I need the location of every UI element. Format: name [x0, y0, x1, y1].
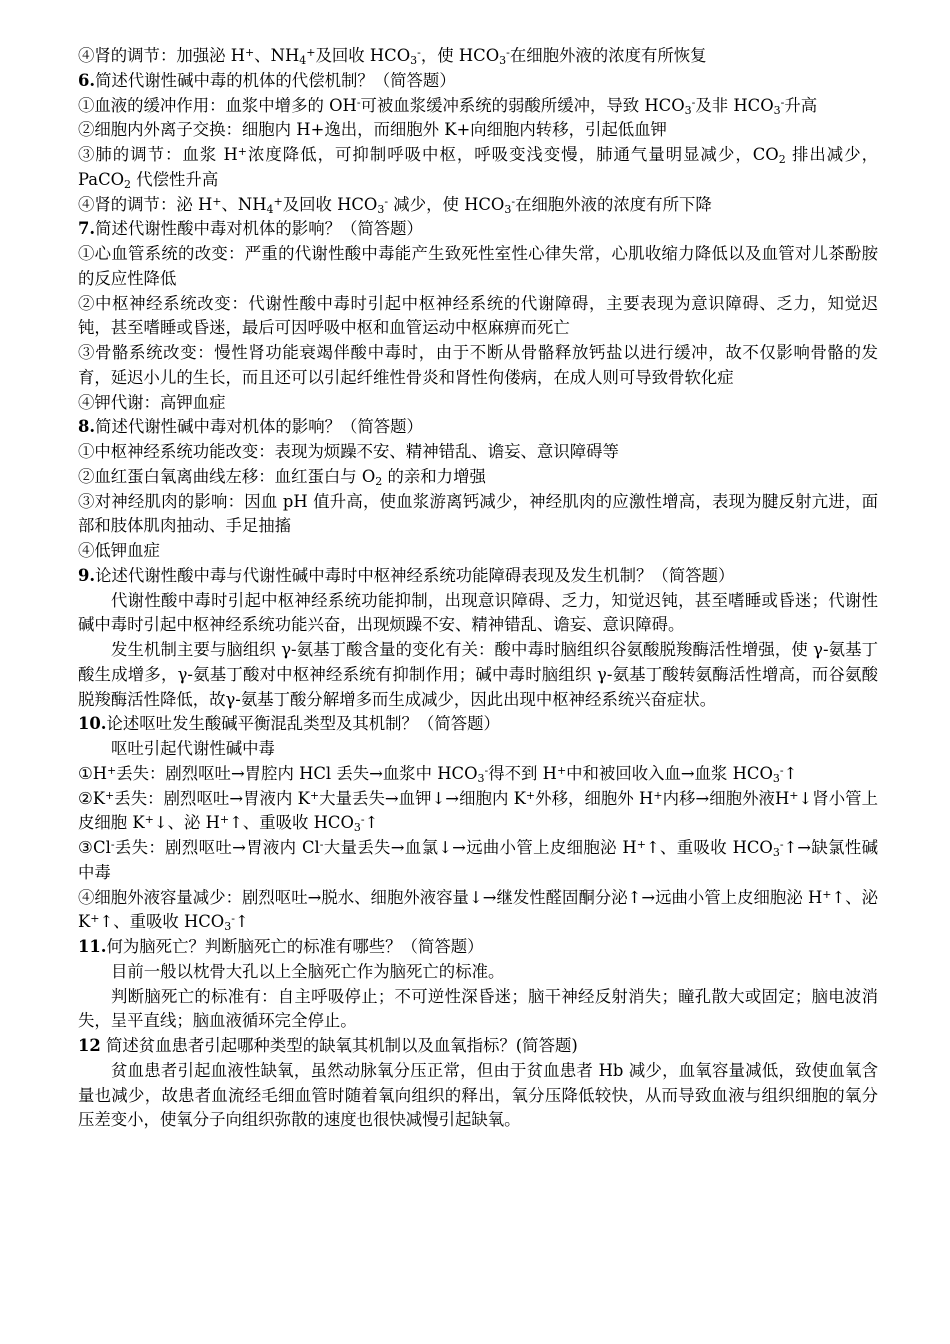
- question-number: 6.: [78, 70, 96, 90]
- document-page: [78, 44, 878, 1133]
- answer-paragraph: 发生机制主要与脑组织 γ-氨基丁酸含量的变化有关：酸中毒时脑组织谷氨酸脱羧酶活性增强，使 γ-氨基丁酸生成增多，γ-氨基丁酸对中枢神经系统有抑制作用；碱中毒时脑组织 γ-氨基丁酸转氨酶活性增高，而谷氨酸脱羧酶活性降低，故γ-氨基丁酸分解增多而生成减少，因此出现中枢神经系统兴奋症状。: [78, 640, 878, 709]
- question-number: 12: [78, 1036, 101, 1055]
- question-number: 11.: [78, 937, 107, 956]
- answer-paragraph: 贫血患者引起血液性缺氧，虽然动脉氧分压正常，但由于贫血患者 Hb 减少，血氧容量减低，致使血氧含量也减少，故患者血流经毛细血管时随着氧向组织的释出，氧分压降低较快，从而导致血液与组织细胞的氧分压差变小，使氧分子向组织弥散的速度也很快减慢引起缺氧。: [78, 1060, 878, 1130]
- answer-line: ④低钾血症: [78, 541, 160, 560]
- answer-line: ③肺的调节：血浆 H+浓度降低，可抑制呼吸中枢，呼吸变浅变慢，肺通气量明显减少，$CO_2$ 排出减少，PaCO$_2$ 代偿性升高: [78, 145, 878, 191]
- answer-paragraph: 判断脑死亡的标准有：自主呼吸停止；不可逆性深昏迷；脑干神经反射消失；瞳孔散大或固定；脑电波消失，呈平直线；脑血液循环完全停止。: [78, 986, 878, 1031]
- answer-line: ②K+丢失：剧烈呕吐→胃液内 K+大量丢失→血钾↓→细胞内 K+外移，细胞外 H+内移→细胞外液H+↓肾小管上皮细胞 K+↓、泌 H+↑、重吸收 $HCO_3^-↑$: [78, 788, 878, 835]
- question-text: 简述贫血患者引起哪种类型的缺氧其机制以及血氧指标？(简答题): [100, 1036, 578, 1055]
- question-text: 何为脑死亡？判断脑死亡的标准有哪些？（简答题）: [106, 937, 484, 956]
- question-12-heading: [78, 1034, 878, 1059]
- answer-line: ②中枢神经系统改变：代谢性酸中毒时引起中枢神经系统的代谢障碍，主要表现为意识障碍、乏力，知觉迟钝，甚至嗜睡或昏迷，最后可因呼吸中枢和血管运动中枢麻痹而死亡: [78, 293, 878, 338]
- question-10-heading: [78, 712, 878, 737]
- question-number: 10.: [78, 714, 107, 734]
- answer-line: ③Cl-丢失：剧烈呕吐→胃液内 Cl-大量丢失→血氯↓→远曲小管上皮细胞泌 H+↑、重吸收 $HCO_3^-↑\to$缺氯性碱中毒: [78, 838, 878, 882]
- question-8-heading: [78, 415, 878, 440]
- kidney-regulation-line: ④肾的调节：加强泌 H+、$NH_4^+$及回收 $HCO_3^-$，使 $HCO_3^-$在细胞外液的浓度有所恢复: [78, 46, 707, 67]
- answer-line: ④钾代谢：高钾血症: [78, 392, 226, 412]
- answer-line: ①心血管系统的改变：严重的代谢性酸中毒能产生致死性室性心律失常，心肌收缩力降低以及血管对儿茶酚胺的反应性降低: [78, 244, 878, 288]
- question-text: 论述代谢性酸中毒与代谢性碱中毒时中枢神经系统功能障碍表现及发生机制？（简答题）: [95, 565, 735, 585]
- answer-line: ②血红蛋白氧离曲线左移：血红蛋白与 $O_2$ 的亲和力增强: [78, 466, 486, 488]
- question-text: 简述代谢性碱中毒对机体的影响？（简答题）: [95, 417, 423, 437]
- answer-line: ④肾的调节：泌 H+、$NH_4^+$及回收 $HCO_3^-$ 减少，使 $HCO_3^-$在细胞外液的浓度有所下降: [78, 194, 712, 216]
- answer-line: ①中枢神经系统功能改变：表现为烦躁不安、精神错乱、谵妄、意识障碍等: [78, 442, 619, 461]
- answer-line: ①H+丢失：剧烈呕吐→胃腔内 HCl 丢失→血浆中 $HCO_3^-$得不到 H+中和被回收入血→血浆 $HCO_3^-↑$: [78, 763, 798, 785]
- answer-line: ③骨骼系统改变：慢性肾功能衰竭伴酸中毒时，由于不断从骨骼释放钙盐以进行缓冲，故不仅影响骨骼的发育，延迟小儿的生长，而且还可以引起纤维性骨炎和肾性佝偻病，在成人则可导致骨软化症: [78, 343, 878, 387]
- question-11-heading: [78, 935, 878, 960]
- answer-line: ③对神经肌肉的影响：因血 pH 值升高，使血浆游离钙减少，神经肌肉的应激性增高，表现为腱反射亢进，面部和肢体肌肉抽动、手足抽搐: [78, 491, 878, 536]
- answer-paragraph: 目前一般以枕骨大孔以上全脑死亡作为脑死亡的标准。: [111, 961, 505, 981]
- question-text: 论述呕吐发生酸碱平衡混乱类型及其机制？（简答题）: [106, 714, 500, 734]
- question-number: 7.: [78, 219, 96, 239]
- question-number: 8.: [78, 417, 96, 437]
- answer-line: ②细胞内外离子交换：细胞内 H+逸出，而细胞外 K+向细胞内转移，引起低血钾: [78, 120, 667, 140]
- question-9-heading: [78, 564, 878, 589]
- answer-line: ④细胞外液容量减少：剧烈呕吐→脱水、细胞外液容量↓→继发性醛固酮分泌↑→远曲小管上皮细胞泌 H+↑、泌 K+↑、重吸收 $HCO_3^-↑$: [78, 887, 879, 934]
- question-text: 简述代谢性碱中毒的机体的代偿机制？（简答题）: [95, 70, 456, 90]
- question-number: 9.: [78, 565, 96, 585]
- answer-line: ①血液的缓冲作用：血浆中增多的 OH-可被血浆缓冲系统的弱酸所缓冲，导致 $HCO_3^-$及非 $HCO_3^-$升高: [78, 95, 818, 117]
- answer-paragraph: 代谢性酸中毒时引起中枢神经系统功能抑制，出现意识障碍、乏力，知觉迟钝，甚至嗜睡或昏迷；代谢性碱中毒时引起中枢神经系统功能兴奋，出现烦躁不安、精神错乱、谵妄、意识障碍。: [78, 590, 878, 635]
- question-6-heading: [78, 69, 878, 94]
- answer-paragraph: 呕吐引起代谢性碱中毒: [111, 739, 275, 758]
- question-text: 简述代谢性酸中毒对机体的影响？（简答题）: [95, 219, 423, 239]
- question-7-heading: [78, 217, 878, 242]
